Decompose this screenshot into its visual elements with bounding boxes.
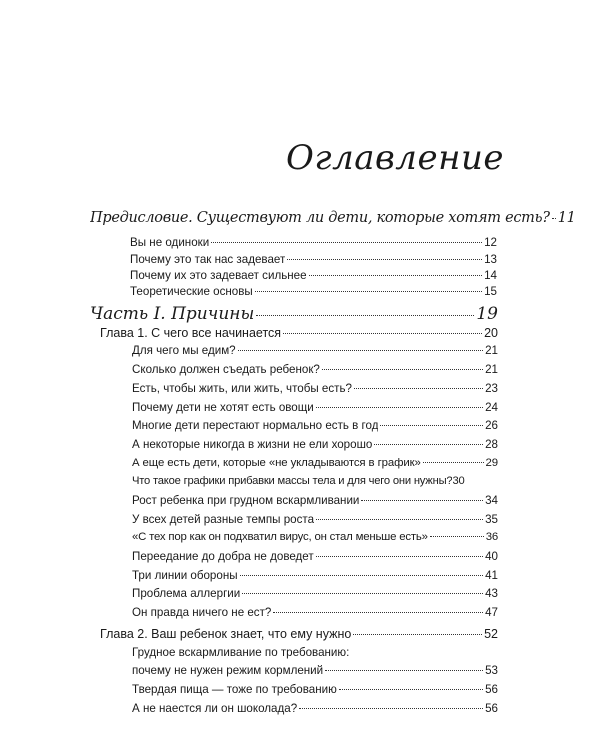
entry-title: А некоторые никогда в жизни не ели хорошо [132, 438, 373, 451]
entry-title: Вы не одиноки [130, 236, 210, 249]
dot-leader [309, 275, 483, 276]
dot-leader [552, 218, 556, 219]
entry-title: Для чего мы едим? [132, 344, 236, 357]
toc-entry-chapter[interactable] [100, 326, 498, 340]
toc-entry[interactable] [132, 531, 498, 543]
entry-title: Есть, чтобы жить, или жить, чтобы есть? [132, 382, 352, 395]
toc-entry[interactable] [130, 236, 497, 249]
entry-page: 24 [485, 401, 498, 414]
toc-entry[interactable] [132, 419, 498, 432]
entry-title: У всех детей разные темпы роста [132, 513, 315, 526]
dot-leader [242, 593, 483, 594]
entry-page: 23 [485, 382, 498, 395]
dot-leader [240, 575, 484, 576]
entry-title: А еще есть дети, которые «не укладываются в график» [132, 457, 421, 469]
entry-title: Грудное вскармливание по требованию: [132, 646, 350, 659]
toc-entry[interactable] [132, 606, 498, 619]
entry-title: Многие дети перестают нормально есть в год [132, 419, 379, 432]
entry-title: Почему дети не хотят есть овощи [132, 401, 314, 414]
toc-entry[interactable] [132, 494, 498, 507]
entry-page: 28 [485, 438, 498, 451]
entry-page: 56 [485, 683, 498, 696]
entry-title: Переедание до добра не доведет [132, 550, 314, 563]
toc-entry[interactable] [132, 513, 498, 526]
page-title: Оглавление [286, 138, 504, 178]
toc-entry-part[interactable] [90, 304, 498, 324]
toc-entry[interactable] [132, 382, 498, 395]
toc-entry[interactable] [130, 253, 497, 266]
entry-title: Часть I. Причины [90, 304, 255, 324]
toc-entry[interactable] [132, 457, 498, 469]
toc-entry[interactable] [132, 475, 498, 487]
toc-entry[interactable] [132, 702, 498, 715]
entry-page: 30 [452, 475, 465, 487]
entry-title: Глава 2. Ваш ребенок знает, что ему нужно [100, 627, 352, 641]
dot-leader [316, 556, 483, 557]
entry-page: 11 [557, 210, 576, 226]
entry-title: Почему их это задевает сильнее [130, 269, 307, 282]
entry-page: 26 [485, 419, 498, 432]
toc-entry-chapter[interactable] [100, 627, 498, 641]
entry-page: 56 [485, 702, 498, 715]
entry-page: 29 [485, 457, 498, 469]
entry-page: 13 [484, 253, 497, 266]
dot-leader [322, 369, 483, 370]
toc-entry[interactable] [130, 285, 497, 298]
dot-leader [339, 689, 483, 690]
dot-leader [273, 612, 483, 613]
dot-leader [287, 259, 482, 260]
dot-leader [374, 444, 483, 445]
dot-leader [299, 708, 483, 709]
dot-leader [238, 350, 483, 351]
entry-title: почему не нужен режим кормлений [132, 664, 324, 677]
entry-page: 40 [485, 550, 498, 563]
entry-page: 47 [485, 606, 498, 619]
entry-page: 41 [485, 569, 498, 582]
entry-page: 52 [484, 627, 498, 641]
entry-page: 36 [485, 531, 498, 543]
toc-entry[interactable] [132, 363, 498, 376]
dot-leader [353, 634, 482, 635]
entry-title: Проблема аллергии [132, 587, 241, 600]
dot-leader [423, 462, 484, 463]
entry-title: Он правда ничего не ест? [132, 606, 272, 619]
entry-page: 21 [485, 363, 498, 376]
entry-page: 15 [484, 285, 497, 298]
entry-page: 21 [485, 344, 498, 357]
dot-leader [316, 407, 483, 408]
entry-title: «С тех пор как он подхватил вирус, он стал меньше есть» [132, 531, 428, 543]
entry-title: Твердая пища — тоже по требованию [132, 683, 337, 696]
dot-leader [256, 315, 474, 316]
toc-entry[interactable] [132, 569, 498, 582]
entry-title: Что такое графики прибавки массы тела и для чего они нужны? [132, 475, 453, 487]
dot-leader [283, 333, 482, 334]
entry-title: Три линии обороны [132, 569, 238, 582]
dot-leader [211, 242, 482, 243]
dot-leader [430, 536, 484, 537]
toc-entry-preface[interactable] [90, 210, 576, 226]
toc-entry[interactable] [132, 646, 498, 659]
toc-entry[interactable] [130, 269, 497, 282]
entry-title: Почему это так нас задевает [130, 253, 286, 266]
dot-leader [361, 500, 483, 501]
toc-entry[interactable] [132, 438, 498, 451]
entry-page: 35 [485, 513, 498, 526]
entry-title: Теоретические основы [130, 285, 253, 298]
dot-leader [325, 670, 483, 671]
entry-page: 34 [485, 494, 498, 507]
dot-leader [380, 425, 483, 426]
entry-title: Предисловие. Существуют ли дети, которые хотят есть? [90, 210, 550, 226]
entry-page: 43 [485, 587, 498, 600]
entry-page: 53 [485, 664, 498, 677]
entry-title: А не наестся ли он шоколада? [132, 702, 298, 715]
entry-page: 19 [476, 304, 498, 324]
toc-entry[interactable] [132, 401, 498, 414]
entry-title: Сколько должен съедать ребенок? [132, 363, 320, 376]
toc-entry[interactable] [132, 587, 498, 600]
dot-leader [316, 519, 483, 520]
entry-page: 20 [484, 326, 498, 340]
entry-title: Рост ребенка при грудном вскармливании [132, 494, 360, 507]
entry-page: 14 [484, 269, 497, 282]
entry-title: Глава 1. С чего все начинается [100, 326, 282, 340]
toc-entry[interactable] [132, 550, 498, 563]
entry-page: 12 [484, 236, 497, 249]
dot-leader [354, 388, 483, 389]
toc-entry[interactable] [132, 344, 498, 357]
toc-entry[interactable] [132, 683, 498, 696]
toc-entry[interactable] [132, 664, 498, 677]
dot-leader [255, 291, 482, 292]
